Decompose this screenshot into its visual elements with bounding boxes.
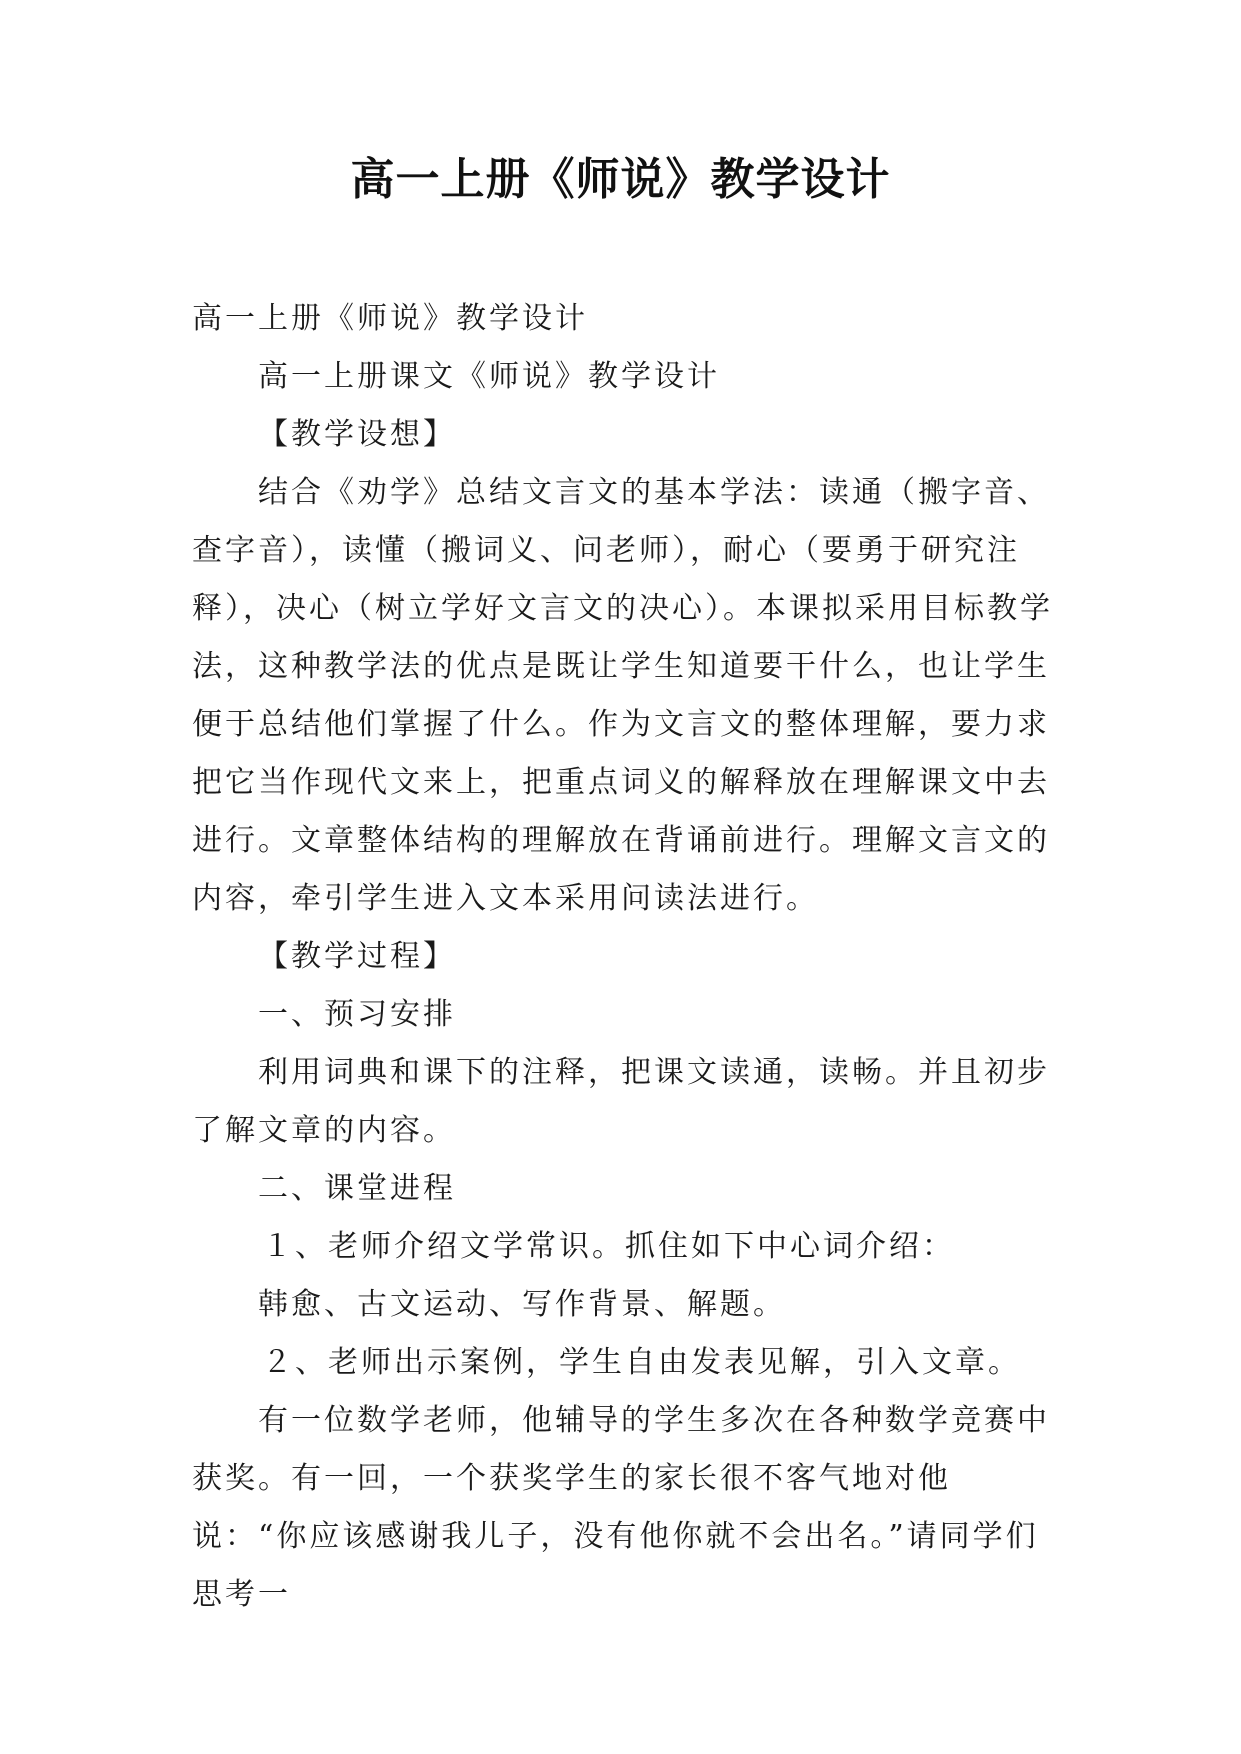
section-heading-teaching-process: 【教学过程】 xyxy=(258,939,456,974)
paragraph-keywords: 韩愈、古文运动、写作背景、解题。 xyxy=(258,1287,786,1322)
paragraph-case: 有一位数学老师，他辅导的学生多次在各种数学竞赛中获奖。有一回，一个获奖学生的家长很不客气地对他说：“你应该感谢我儿子，没有他你就不会出名。”请同学们思考一 xyxy=(192,1403,1050,1612)
paragraph-teaching-concept: 结合《劝学》总结文言文的基本学法：读通（搬字音、查字音），读懂（搬词义、问老师），耐心（要勇于研究注释），决心（树立学好文言文的决心）。本课拟采用目标教学法，这种教学法的优点是既让学生知道要干什么，也让学生便于总结他们掌握了什么。作为文言文的整体理解，要力求把它当作现代文来上，把重点词义的解释放在理解课文中去进行。文章整体结构的理解放在背诵前进行。理解文言文的内容，牵引学生进入文本采用问读法进行。 xyxy=(192,475,1053,916)
paragraph-step-2: ２、老师出示案例，学生自由发表见解，引入文章。 xyxy=(262,1345,1021,1380)
document-body xyxy=(192,290,1062,1624)
subheading-preview: 一、预习安排 xyxy=(258,997,456,1032)
document-title: 高一上册《师说》教学设计 xyxy=(350,154,891,205)
paragraph-subtitle: 高一上册《师说》教学设计 xyxy=(192,301,588,336)
paragraph-step-1: １、老师介绍文学常识。抓住如下中心词介绍： xyxy=(262,1229,955,1264)
paragraph-lesson-title: 高一上册课文《师说》教学设计 xyxy=(258,359,720,394)
subheading-classroom: 二、课堂进程 xyxy=(258,1171,456,1206)
paragraph-preview: 利用词典和课下的注释，把课文读通，读畅。并且初步了解文章的内容。 xyxy=(192,1055,1050,1148)
section-heading-teaching-concept: 【教学设想】 xyxy=(258,417,456,452)
